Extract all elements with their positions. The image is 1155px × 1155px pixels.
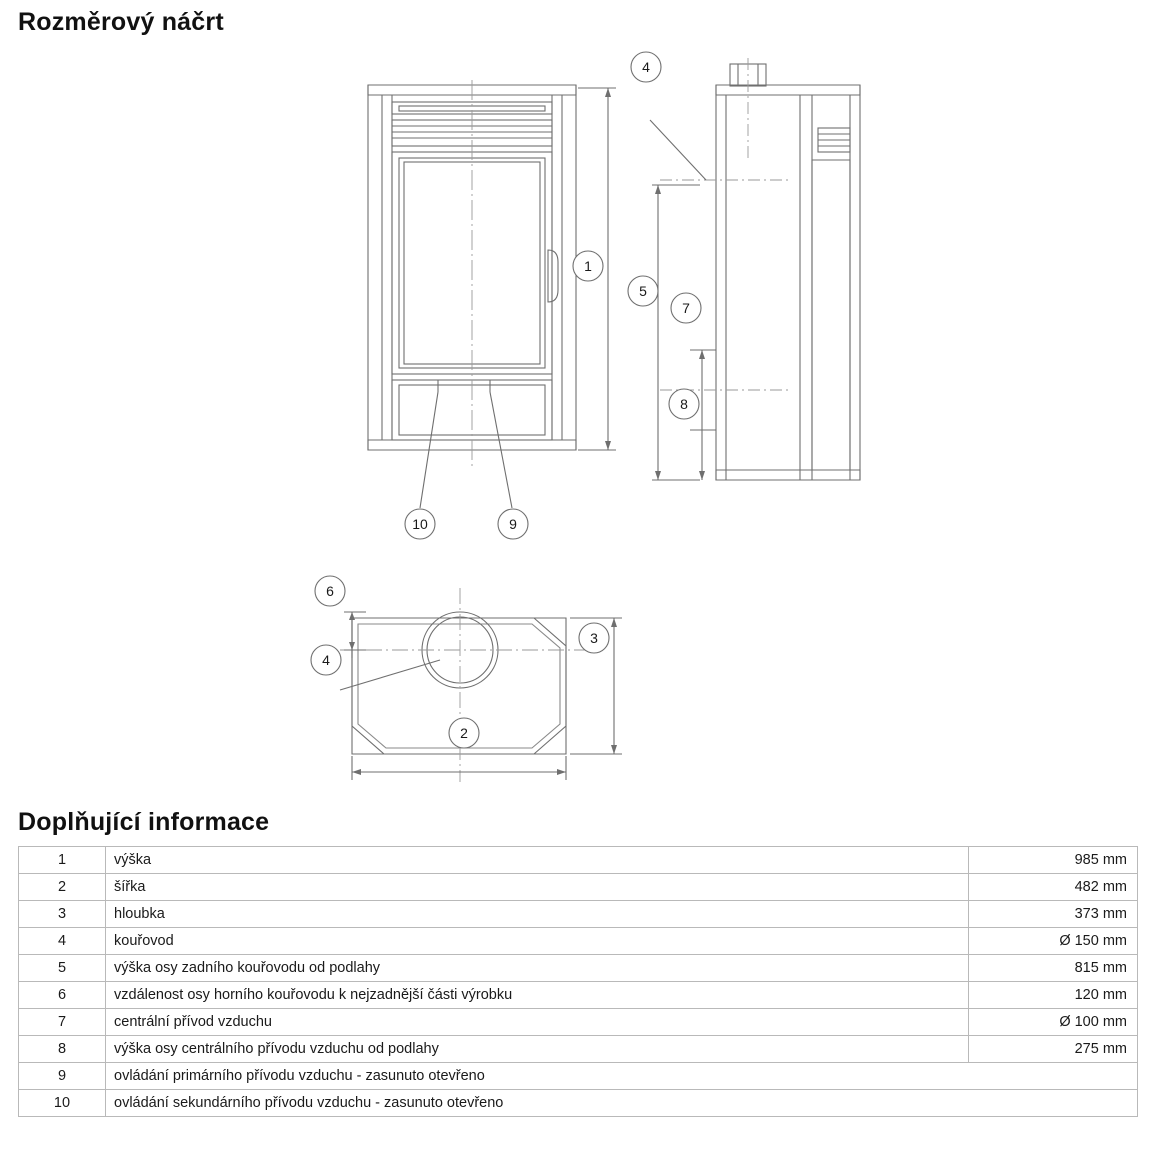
row-index: 7 xyxy=(19,1009,106,1036)
table-row xyxy=(19,1090,1138,1117)
row-description: centrální přívod vzduchu xyxy=(106,1009,969,1036)
top-view-dimension-6 xyxy=(344,612,366,658)
callout-bubbles xyxy=(311,52,701,748)
row-description: ovládání sekundárního přívodu vzduchu - zasunuto otevřeno xyxy=(106,1090,1138,1117)
callout-2-label: 2 xyxy=(460,725,468,741)
info-table xyxy=(18,846,1138,1117)
info-table-body xyxy=(19,847,1138,1117)
callout-4-side-label: 4 xyxy=(642,59,650,75)
callout-1 xyxy=(573,251,603,281)
callout-8 xyxy=(669,389,699,419)
table-row xyxy=(19,982,1138,1009)
callout-9 xyxy=(498,509,528,539)
callout-6 xyxy=(315,576,345,606)
row-description: výška osy centrálního přívodu vzduchu od podlahy xyxy=(106,1036,969,1063)
row-description: kouřovod xyxy=(106,928,969,955)
row-index: 3 xyxy=(19,901,106,928)
callout-1-label: 1 xyxy=(584,258,592,274)
table-row xyxy=(19,1009,1138,1036)
callout-8-label: 8 xyxy=(680,396,688,412)
table-row xyxy=(19,847,1138,874)
side-view-dimension-5 xyxy=(652,185,700,480)
row-value: 985 mm xyxy=(969,847,1138,874)
side-view-leader-4 xyxy=(650,120,706,180)
row-index: 5 xyxy=(19,955,106,982)
callout-3-label: 3 xyxy=(590,630,598,646)
row-description: vzdálenost osy horního kouřovodu k nejzadnější části výrobku xyxy=(106,982,969,1009)
row-description: hloubka xyxy=(106,901,969,928)
row-value: 482 mm xyxy=(969,874,1138,901)
callout-4-side xyxy=(631,52,661,82)
table-row xyxy=(19,955,1138,982)
row-value: 275 mm xyxy=(969,1036,1138,1063)
row-description: výška osy zadního kouřovodu od podlahy xyxy=(106,955,969,982)
callout-9-label: 9 xyxy=(509,516,517,532)
front-view-outline xyxy=(368,80,576,470)
callout-7 xyxy=(671,293,701,323)
row-index: 9 xyxy=(19,1063,106,1090)
technical-drawing xyxy=(0,40,1155,800)
row-value: 373 mm xyxy=(969,901,1138,928)
row-index: 8 xyxy=(19,1036,106,1063)
row-index: 1 xyxy=(19,847,106,874)
callout-7-label: 7 xyxy=(682,300,690,316)
top-view-dimension-2 xyxy=(352,756,566,780)
row-description: ovládání primárního přívodu vzduchu - zasunuto otevřeno xyxy=(106,1063,1138,1090)
callout-4-top-label: 4 xyxy=(322,652,330,668)
row-index: 2 xyxy=(19,874,106,901)
row-index: 10 xyxy=(19,1090,106,1117)
top-view-outline xyxy=(340,588,586,782)
callout-6-label: 6 xyxy=(326,583,334,599)
callout-4-top xyxy=(311,645,341,675)
callout-10 xyxy=(405,509,435,539)
row-index: 6 xyxy=(19,982,106,1009)
row-value: 120 mm xyxy=(969,982,1138,1009)
page-title-dimensional-sketch: Rozměrový náčrt xyxy=(18,8,224,36)
callout-5-label: 5 xyxy=(639,283,647,299)
table-row xyxy=(19,1063,1138,1090)
top-view-leader-4 xyxy=(340,660,440,690)
table-row xyxy=(19,901,1138,928)
callout-10-label: 10 xyxy=(412,516,428,532)
table-row xyxy=(19,874,1138,901)
table-row xyxy=(19,1036,1138,1063)
row-description: šířka xyxy=(106,874,969,901)
row-value: Ø 100 mm xyxy=(969,1009,1138,1036)
callout-2 xyxy=(449,718,479,748)
page-title-additional-information: Doplňující informace xyxy=(18,808,270,836)
row-value: 815 mm xyxy=(969,955,1138,982)
table-row xyxy=(19,928,1138,955)
callout-5 xyxy=(628,276,658,306)
row-index: 4 xyxy=(19,928,106,955)
row-description: výška xyxy=(106,847,969,874)
callout-3 xyxy=(579,623,609,653)
row-value: Ø 150 mm xyxy=(969,928,1138,955)
additional-information-table xyxy=(18,846,1138,1117)
